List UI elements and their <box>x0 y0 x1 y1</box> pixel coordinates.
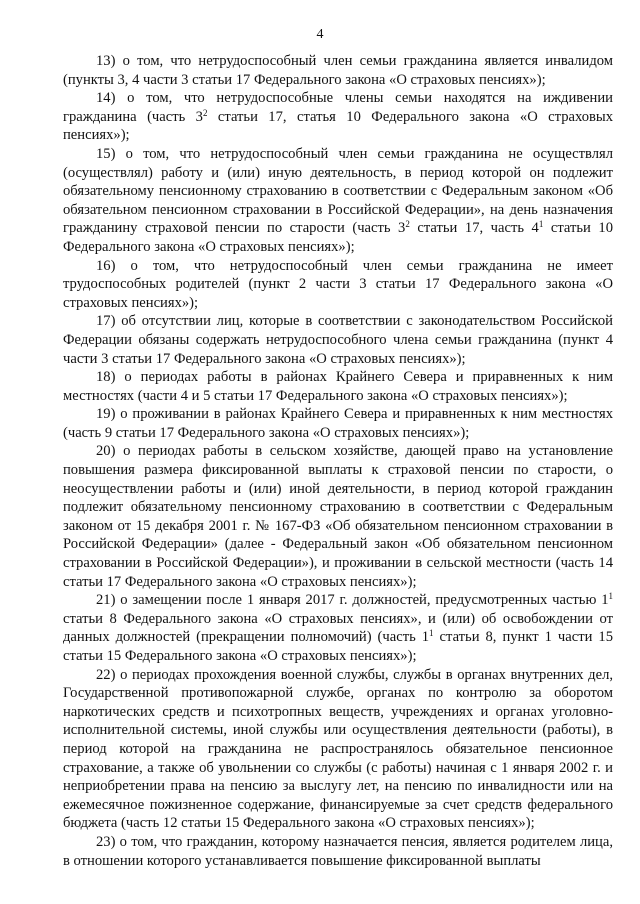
paragraph-text: статьи 10 Федерального закона «О страховых пенсиях»); <box>63 220 614 255</box>
paragraph-16 <box>63 257 613 313</box>
paragraph-18 <box>63 368 613 405</box>
superscript: 1 <box>538 219 544 230</box>
paragraph-text: 19) о проживании в районах Крайнего Севера и приравненных к ним местностях (часть 9 статьи 17 Федерального закона «О страховых пенсиях»); <box>63 406 613 441</box>
paragraph-13 <box>63 52 613 89</box>
page-number: 4 <box>316 27 324 42</box>
superscript: 1 <box>429 628 434 639</box>
paragraph-19 <box>63 405 613 442</box>
superscript: 2 <box>405 219 410 230</box>
document-body <box>63 52 613 870</box>
paragraph-text: 22) о периодах прохождения военной службы, службы в органах внутренних дел, Государственной противопожарной службе, органах по контролю за оборотом наркотических средств и психотропных веществ, учреждениях и органах уголовно-исполнительной системы, иной службы или осуществления деятельности (работы), в период которой на гражданина не распространялось обязательное пенсионное страхование, а также об увольнении со службы (с работы) начиная с 1 января 2002 г. и неприобретении права на пенсию за выслугу лет, на пенсию по инвалидности или на ежемесячное пожизненное содержание, финансируемые за счет средств федерального бюджета (часть 12 статьи 15 Федерального закона «О страховых пенсиях»); <box>63 666 613 832</box>
superscript: 2 <box>202 107 208 118</box>
paragraph-text: статьи 17, статья 10 Федерального закона «О страховых пенсиях»); <box>63 108 613 144</box>
paragraph-text: 13) о том, что нетрудоспособный член семьи гражданина является инвалидом (пункты 3, 4 части 3 статьи 17 Федерального закона «О страховых пенсиях»); <box>63 53 613 88</box>
paragraph-22 <box>63 666 613 833</box>
paragraph-text: 17) об отсутствии лиц, которые в соответствии с законодательством Российской Федерации обязаны содержать нетрудоспособного члена семьи гражданина (пункт 4 части 3 статьи 17 Федерального закона «О страховых пенсиях»); <box>63 313 613 367</box>
paragraph-17 <box>63 312 613 368</box>
paragraph-text: 20) о периодах работы в сельском хозяйстве, дающей право на установление повышения размера фиксированной выплаты к страховой пенсии по старости, о неосуществлении работы и (или) иной деятельности, в период которой гражданин подлежит обязательному пенсионному страхованию в соответствии с Федеральным законом от 15 декабря 2001 г. № 167-ФЗ «Об обязательном пенсионном страховании в Российской Федерации» (далее - Федеральный закон «Об обязательном пенсионном страховании в Российской Федерации»), и проживании в сельской местности (часть 14 статьи 17 Федерального закона «О страховых пенсиях»); <box>63 443 613 590</box>
paragraph-23 <box>63 833 613 870</box>
paragraph-text: статьи 8 Федерального закона «О страховых пенсиях», и (или) об освобождении от данных должностей (прекращении полномочий) (часть 1 <box>63 610 613 646</box>
paragraph-text: статьи 8, пункт 1 части 15 статьи 15 Федерального закона «О страховых пенсиях»); <box>63 629 613 664</box>
paragraph-text: статьи 17, часть 4 <box>409 220 539 237</box>
superscript: 1 <box>608 591 613 602</box>
paragraph-21 <box>63 591 613 665</box>
paragraph-20 <box>63 442 613 591</box>
paragraph-text: 15) о том, что нетрудоспособный член семьи гражданина не осуществлял (осуществлял) работу и (или) иную деятельность, в период которой он подлежит обязательному пенсионному страхованию в соответствии с Федеральным законом «Об обязательном пенсионном страховании в Российской Федерации», на день назначения гражданину страховой пенсии по старости (часть 3 <box>63 145 613 237</box>
paragraph-text: 21) о замещении после 1 января 2017 г. должностей, предусмотренных частью 1 <box>96 592 609 609</box>
paragraph-text: 14) о том, что нетрудоспособные члены семьи находятся на иждивении гражданина (часть 3 <box>63 90 613 125</box>
paragraph-14 <box>63 89 613 145</box>
paragraph-text: 18) о периодах работы в районах Крайнего Севера и приравненных к ним местностях (части 4 и 5 статьи 17 Федерального закона «О страховых пенсиях»); <box>63 369 613 404</box>
paragraph-text: 16) о том, что нетрудоспособный член семьи гражданина не имеет трудоспособных родителей (пункт 2 части 3 статьи 17 Федерального закона «О страховых пенсиях»); <box>63 257 613 311</box>
paragraph-15 <box>63 145 613 257</box>
paragraph-text: 23) о том, что гражданин, которому назначается пенсия, является родителем лица, в отношении которого устанавливается повышение фиксированной выплаты <box>63 833 613 869</box>
